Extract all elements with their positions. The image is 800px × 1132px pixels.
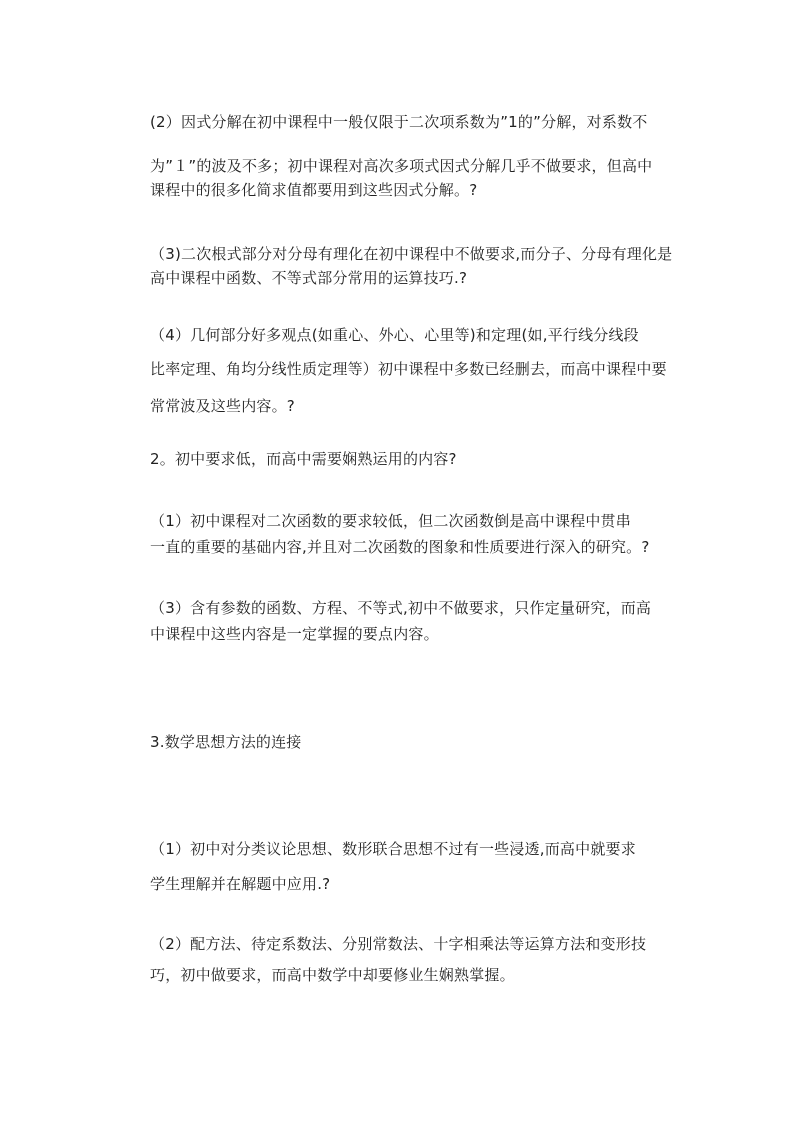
paragraph-5-line-1: （3）含有参数的函数、方程、不等式,初中不做要求，只作定量研究，而高 [150, 599, 652, 617]
paragraph-6-line-1: （1）初中对分类议论思想、数形联合思想不过有一些浸透,而高中就要求 [150, 840, 636, 858]
paragraph-3-line-1: （4）几何部分好多观点(如重心、外心、心里等)和定理(如,平行线分线段 [150, 326, 639, 344]
paragraph-1-line-3: 课程中的很多化简求值都要用到这些因式分解。? [150, 181, 478, 199]
paragraph-2-line-2: 高中课程中函数、不等式部分常用的运算技巧.? [150, 269, 468, 287]
paragraph-4-line-2: 一直的重要的基础内容,并且对二次函数的图象和性质要进行深入的研究。? [150, 538, 650, 556]
paragraph-2-line-1: （3)二次根式部分对分母有理化在初中课程中不做要求,而分子、分母有理化是 [150, 245, 673, 263]
paragraph-1-line-2: 为”１”的波及不多；初中课程对高次多项式因式分解几乎不做要求，但高中 [150, 157, 653, 175]
section-3-heading: 3.数学思想方法的连接 [150, 733, 302, 751]
paragraph-1-line-1: (2）因式分解在初中课程中一般仅限于二次项系数为”1的”分解，对系数不 [150, 113, 648, 131]
paragraph-3-line-3: 常常波及这些内容。? [150, 397, 295, 415]
paragraph-6-line-2: 学生理解并在解题中应用.? [150, 875, 331, 893]
paragraph-7-line-2: 巧，初中做要求，而高中数学中却要修业生娴熟掌握。 [150, 966, 515, 984]
section-2-heading: 2。初中要求低，而高中需要娴熟运用的内容? [150, 450, 457, 468]
paragraph-3-line-2: 比率定理、角均分线性质定理等）初中课程中多数已经删去，而高中课程中要 [150, 360, 667, 378]
paragraph-4-line-1: （1）初中课程对二次函数的要求较低，但二次函数倒是高中课程中贯串 [150, 512, 631, 530]
paragraph-7-line-1: （2）配方法、待定系数法、分别常数法、十字相乘法等运算方法和变形技 [150, 935, 647, 953]
paragraph-5-line-2: 中课程中这些内容是一定掌握的要点内容。 [150, 625, 439, 643]
